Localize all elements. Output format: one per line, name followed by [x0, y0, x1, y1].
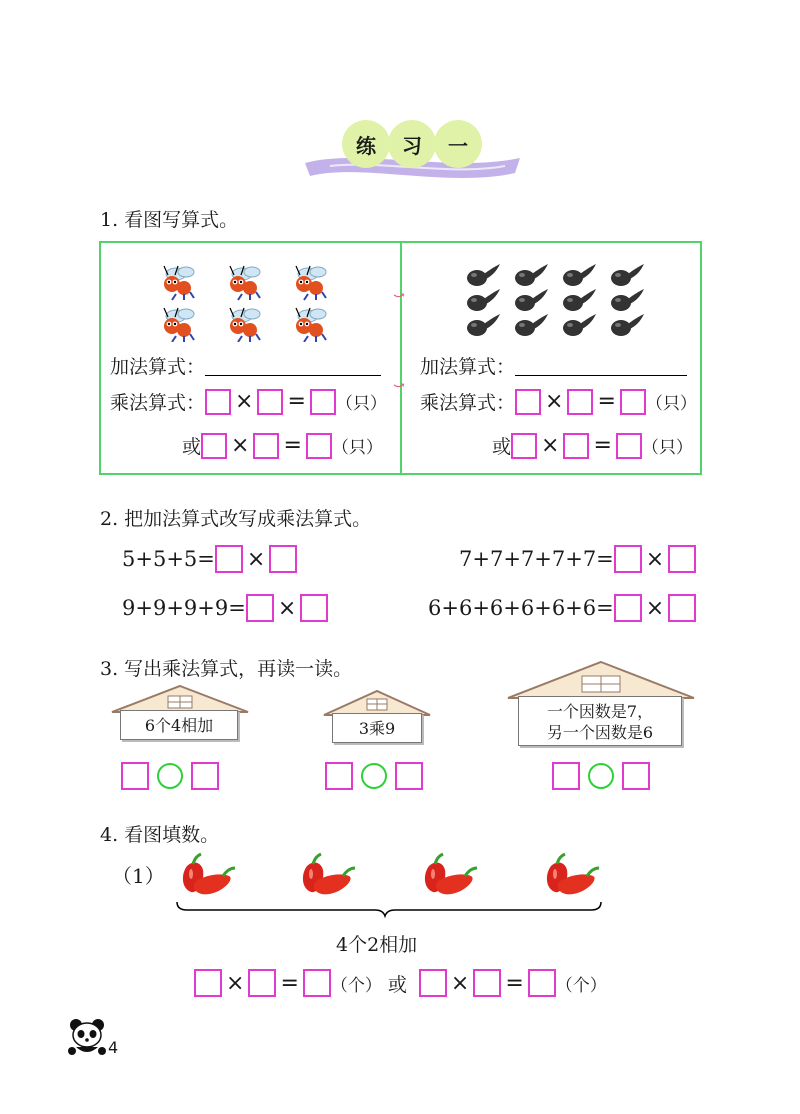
answer-box[interactable] — [205, 389, 231, 415]
unit-label: （个） — [555, 975, 607, 996]
header-bubble-3 — [434, 120, 482, 168]
q1-title: 1. 看图写算式。 — [100, 209, 239, 231]
times-sign: × — [231, 433, 250, 458]
q4-part-label: （1） — [112, 864, 165, 888]
binding-mark: ⤻ — [393, 378, 405, 394]
unit-label: （只） — [331, 438, 383, 458]
tadpole-icon — [467, 264, 500, 286]
panda-icon — [66, 1015, 110, 1059]
q1-right-add-row — [420, 352, 687, 379]
add-answer-line[interactable] — [205, 355, 381, 376]
answer-box[interactable] — [253, 433, 279, 459]
answer-box[interactable] — [300, 594, 328, 622]
house-label-box — [518, 696, 682, 746]
tadpole-icon — [515, 289, 548, 311]
or-label: 或 — [387, 973, 407, 996]
q1-right-or-row — [492, 432, 693, 459]
house-card — [506, 660, 696, 750]
unit-label: （个） — [330, 975, 382, 996]
house-card — [110, 684, 250, 744]
tadpole-icon — [563, 314, 596, 336]
exercise-header — [300, 118, 525, 188]
q2-item — [122, 545, 297, 573]
pepper-icon — [303, 854, 355, 894]
q1-left-or-row — [182, 432, 383, 459]
q1-left-mul-row — [110, 388, 387, 415]
tadpole-icon — [563, 264, 596, 286]
answer-box[interactable] — [303, 969, 331, 997]
house-label-box — [120, 710, 238, 740]
tadpole-icon — [515, 264, 548, 286]
equals-sign: = — [280, 970, 299, 996]
answer-box[interactable] — [552, 762, 580, 790]
answer-box[interactable] — [616, 433, 642, 459]
times-sign: × — [246, 546, 266, 572]
q1-divider — [400, 241, 402, 475]
page-number: 4 — [108, 1038, 119, 1057]
tadpole-icon — [467, 289, 500, 311]
unit-label: （只） — [641, 438, 693, 458]
times-sign: × — [226, 970, 245, 996]
binding-mark: ⤻ — [393, 288, 405, 304]
operator-circle[interactable] — [588, 763, 614, 789]
q4-title: 4. 看图填数。 — [100, 824, 220, 846]
answer-box[interactable] — [269, 545, 297, 573]
times-sign: × — [450, 970, 470, 996]
ant-icon — [164, 308, 194, 342]
operator-circle[interactable] — [361, 763, 387, 789]
q4-caption: 4个2相加 — [336, 934, 418, 956]
tadpole-icon — [467, 314, 500, 336]
ant-icon-group — [160, 262, 350, 342]
mul-label: 乘法算式： — [110, 392, 206, 414]
house-text-line-2: 另一个因数是6 — [546, 723, 654, 742]
mul-label: 乘法算式： — [420, 392, 516, 414]
answer-box[interactable] — [614, 545, 642, 573]
q3-title: 3. 写出乘法算式，再读一读。 — [100, 658, 353, 680]
answer-box[interactable] — [306, 433, 332, 459]
q1-left-add-row — [110, 352, 381, 379]
unit-label: （只） — [645, 394, 697, 414]
tadpole-icon — [611, 314, 644, 336]
answer-box[interactable] — [567, 389, 593, 415]
addition-expression: 5+5+5= — [122, 547, 215, 571]
add-label: 加法算式： — [420, 356, 516, 378]
equals-sign: = — [593, 433, 612, 458]
times-sign: × — [235, 389, 254, 414]
add-label: 加法算式： — [110, 356, 206, 378]
times-sign: × — [277, 595, 297, 621]
ant-icon — [164, 266, 194, 300]
answer-box[interactable] — [563, 433, 589, 459]
q1-right-mul-row — [420, 388, 697, 415]
equals-sign: = — [283, 433, 302, 458]
equals-sign: = — [287, 389, 306, 414]
answer-box[interactable] — [515, 389, 541, 415]
header-char-1: 练 — [356, 133, 376, 158]
or-label: 或 — [182, 436, 202, 458]
answer-box[interactable] — [511, 433, 537, 459]
answer-box[interactable] — [419, 969, 447, 997]
unit-label: （只） — [335, 394, 387, 414]
answer-box[interactable] — [248, 969, 276, 997]
answer-box[interactable] — [215, 545, 243, 573]
ant-icon — [296, 266, 326, 300]
answer-box[interactable] — [668, 594, 696, 622]
answer-box[interactable] — [191, 762, 219, 790]
addition-expression: 7+7+7+7+7= — [459, 547, 614, 571]
header-char-2: 习 — [402, 133, 422, 158]
answer-box[interactable] — [622, 762, 650, 790]
q2-item — [122, 594, 328, 622]
header-bubble-1 — [342, 120, 390, 168]
answer-box[interactable] — [668, 545, 696, 573]
tadpole-icon — [515, 314, 548, 336]
pepper-icon — [425, 854, 477, 894]
addition-expression: 9+9+9+9= — [122, 596, 246, 620]
addition-expression: 6+6+6+6+6+6= — [428, 596, 614, 620]
tadpole-icon-group — [462, 264, 652, 344]
answer-box[interactable] — [121, 762, 149, 790]
q2-item — [428, 594, 696, 622]
times-sign: × — [645, 546, 665, 572]
q4-answer-row — [194, 969, 607, 997]
operator-circle[interactable] — [157, 763, 183, 789]
pepper-icon — [547, 854, 599, 894]
ant-icon — [230, 266, 260, 300]
header-bubble-2 — [388, 120, 436, 168]
house-text: 6个4相加 — [144, 716, 214, 735]
answer-box[interactable] — [325, 762, 353, 790]
q3-answer-row — [121, 762, 219, 790]
add-answer-line[interactable] — [515, 355, 687, 376]
q3-answer-row — [552, 762, 650, 790]
tadpole-icon — [563, 289, 596, 311]
or-label: 或 — [492, 436, 512, 458]
answer-box[interactable] — [473, 969, 501, 997]
house-card — [322, 689, 432, 744]
house-text: 3乘9 — [358, 719, 396, 738]
tadpole-icon — [611, 289, 644, 311]
times-sign: × — [541, 433, 560, 458]
answer-box[interactable] — [194, 969, 222, 997]
house-text-line-1: 一个因数是7， — [546, 702, 654, 721]
ant-icon — [230, 308, 260, 342]
answer-box[interactable] — [528, 969, 556, 997]
answer-box[interactable] — [620, 389, 646, 415]
q2-title: 2. 把加法算式改写成乘法算式。 — [100, 508, 372, 530]
answer-box[interactable] — [310, 389, 336, 415]
answer-box[interactable] — [246, 594, 274, 622]
pepper-icon-group — [175, 850, 615, 900]
times-sign: × — [645, 595, 665, 621]
pepper-icon — [183, 854, 235, 894]
answer-box[interactable] — [614, 594, 642, 622]
house-label-box — [332, 713, 422, 743]
brace — [175, 900, 605, 920]
times-sign: × — [545, 389, 564, 414]
q3-answer-row — [325, 762, 423, 790]
answer-box[interactable] — [201, 433, 227, 459]
header-char-3: 一 — [448, 133, 468, 158]
answer-box[interactable] — [257, 389, 283, 415]
tadpole-icon — [611, 264, 644, 286]
q2-item — [459, 545, 696, 573]
answer-box[interactable] — [395, 762, 423, 790]
ant-icon — [296, 308, 326, 342]
equals-sign: = — [505, 970, 524, 996]
equals-sign: = — [597, 389, 616, 414]
